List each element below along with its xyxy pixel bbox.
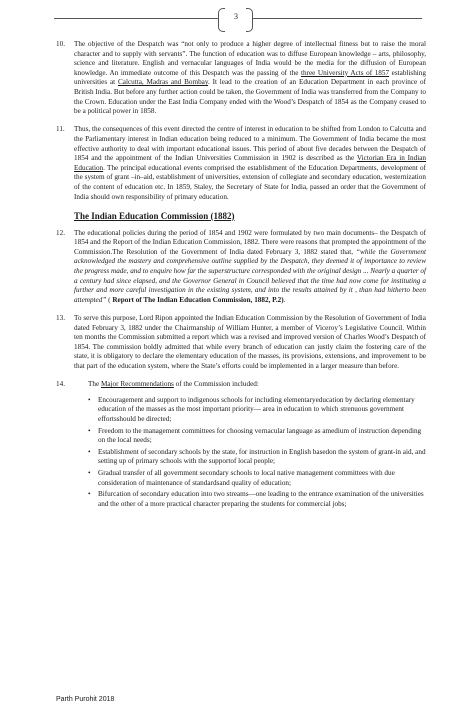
paragraph-number: 10. [56,40,65,48]
underlined-phrase: three University Acts of 1857 [300,68,390,77]
paragraph-number: 14. [56,380,65,389]
underlined-phrase: Victorian Era in Indian Education [74,154,427,172]
page-number: 3 [234,12,238,21]
paragraph-number: 12. [56,228,65,237]
paragraph-10: 10. The objective of the Despatch was “not only to produce a higher degree of intellectual fitness but to raise the moral character and to supply with servants”. The function of education was to diffuse European knowledge – arts, philosophy, science and literature. English and vernacular languages of India would be the media for the diffusion of European knowledge. An immediate outcome of this Despatch was the passing of the three University Acts of 1857 establishing universities at Calcutta, Madras and Bombay. It lead to the creation of an Education Department in each province of British India. But before any further action could be taken, the Government of India was transferred from the Company to the Crown. Education under the East India Company ended with the Wood’s Despatch of 1854 as the Company ceased to be a political power in 1858. [56,40,426,116]
page-footer: Parth Purohit 2018 [56,696,115,703]
bullet-icon: • [88,395,91,404]
list-item: • Establishment of secondary schools by the state, for instruction in English basedon the system of grant-in aid, and setting up of primary schools with the supportof local people; [88,447,426,466]
paragraph-11: 11. Thus, the consequences of this event directed the centre of interest in education to be shifted from London to Calcutta and the Parliamentary interest in Indian education being reduced to a minimum. The Government of India became the most effective authority to deal with important educational issues. This period of about five decades between the Despatch of 1854 and the appointment of the Indian Universities Commission in 1902 is described as the Victorian Era in Indian Education. The principal educational events comprised the establishment of the Education Departments, development of the system of grant –in–aid, establishment of universities, extension of collegiate and secondary education, westernization of the content of education etc. In 1859, Staley, the Secretary of State for India, passed an order that the Government of India should own responsibility of primary education. [56,125,427,201]
page-number-bracket-right [246,8,253,32]
paragraph-14: 14. The Major Recommendations of the Commission included: [56,380,259,389]
header-rule-left [54,18,218,19]
underlined-phrase: Major Recommendations [100,380,174,389]
section-heading: The Indian Education Commission (1882) [74,210,235,221]
quoted-resolution: “while the Government acknowledged the mastery and comprehensive outline supplied by the Despatch, they deemed it of importance to review the progress made, and to enquire how far the superstructure corresponded with the original design ... Nearly a quarter of a century had since elapsed, and the Governor General in Council believed that the time had now come for instituting a further and more careful investigation in the existing system, and into the results attained by it , than had hitherto been attempted” [74,247,426,304]
list-item: • Freedom to the management committees for choosing vernacular language as amedium of instruction depending on the local needs; [88,426,422,445]
list-item: • Gradual transfer of all government secondary schools to local native management committees with due consideration of maintenance of standardsand quality of education; [88,468,395,487]
underlined-phrase: Calcutta, Madras and Bombay [117,78,208,87]
paragraph-13: 13. To serve this purpose, Lord Ripon appointed the Indian Education Commission by the Resolution of Government of India dated February 3, 1882 under the Chairmanship of William Hunter, a member of Viceroy’s Legislative Council. Within ten months the Commission submitted a report which was a revised and improved version of Charles Wood’s Despatch of 1854. The commission boldly admitted that while every branch of education can justly claim the fostering care of the state, it is obligatory to declare the elementary education of the masses, its provisions, extensions, and improvement to be that part of the education system, where the State’s efforts could be implemented in a larger measure than before. [56,314,426,370]
bullet-icon: • [88,426,91,435]
citation: Report of The Indian Education Commission, 1882, P.2) [112,295,284,304]
paragraph-number: 11. [56,125,65,134]
header-rule-right [252,18,422,19]
page-number-bracket-left [218,8,225,32]
document-body [56,40,426,511]
paragraph-12: 12. The educational policies during the period of 1854 and 1902 were formulated by two main documents– the Despatch of 1854 and the Report of the Indian Education Commission, 1882. There were reasons that prompted the appointment of the Commission.The Resolution of the Government of India dated February 3, 1882 stated that, “while the Government acknowledged the mastery and comprehensive outline supplied by the Despatch, they deemed it of importance to review the progress made, and to enquire how far the superstructure corresponded with the original design ... Nearly a quarter of a century had since elapsed, and the Governor General in Council believed that the time had now come for instituting a further and more careful investigation in the existing system, and into the results attained by it , than had hitherto been attempted” ( Report of The Indian Education Commission, 1882, P.2). [56,228,426,304]
recommendations-list [56,396,426,510]
list-item: • Bifurcation of secondary education into two streams—one leading to the entrance examination of the universities and the other of a more practical character preparing the students for commercial jobs; [88,490,424,508]
bullet-icon: • [88,490,91,499]
paragraph-number: 13. [56,314,65,323]
list-item: • Encouragement and support to indigenous schools for including elementaryeducation by declaring elementary education of the masses as the most important priority— area in education to which strenuous government effortsshould be directed; [88,395,415,423]
bullet-icon: • [88,447,91,456]
bullet-icon: • [88,468,91,477]
